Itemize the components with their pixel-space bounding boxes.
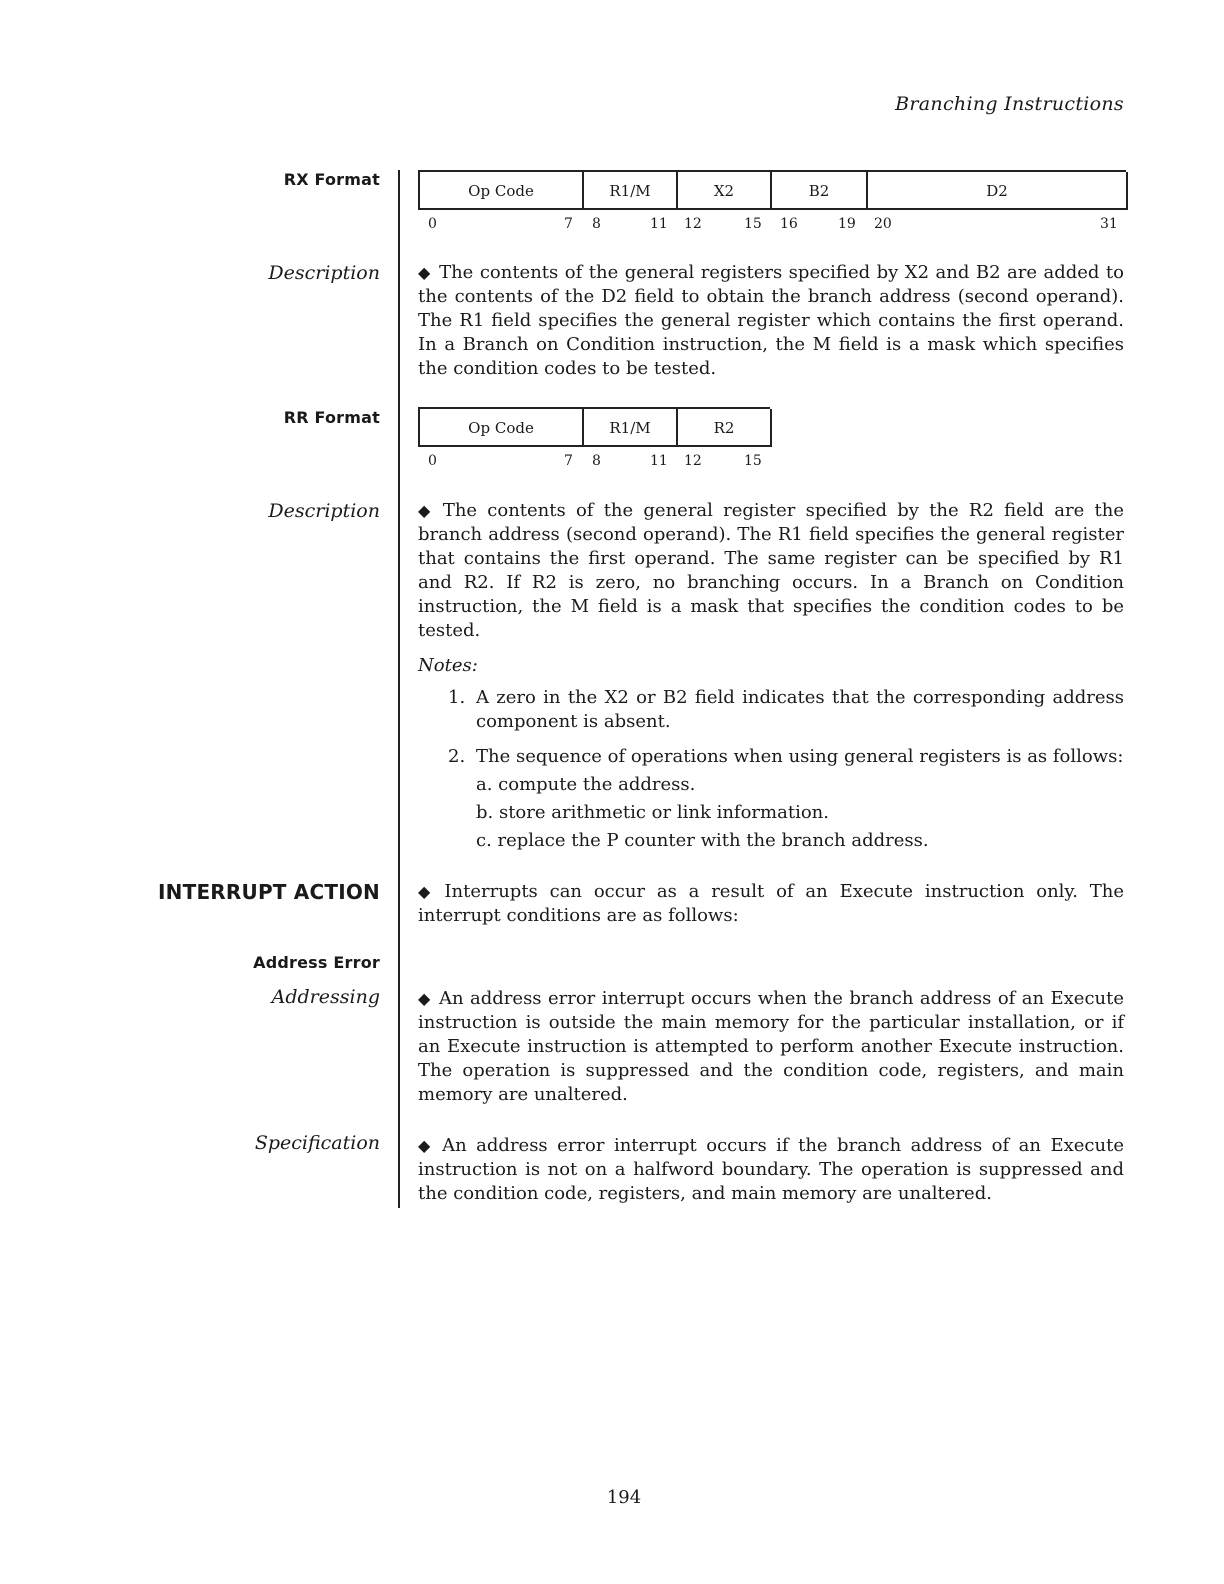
diamond-bullet-icon: ◆ <box>418 501 435 520</box>
addressing-label: Addressing <box>271 986 380 1008</box>
bit-label: 7 <box>564 216 573 232</box>
bit-label: 31 <box>1100 216 1118 232</box>
field-op-code: Op Code <box>420 172 584 210</box>
rx-description <box>418 261 1124 381</box>
bit-label: 8 <box>592 216 601 232</box>
diamond-bullet-icon: ◆ <box>418 1136 435 1155</box>
field-x2: X2 <box>678 172 772 210</box>
description-label: Description <box>268 500 380 522</box>
bit-label: 0 <box>428 216 437 232</box>
bit-label: 11 <box>650 216 668 232</box>
diamond-bullet-icon: ◆ <box>418 989 432 1008</box>
note-1-number: 1. <box>448 687 466 708</box>
diamond-bullet-icon: ◆ <box>418 882 437 901</box>
addressing-description <box>418 987 1124 1107</box>
rx-description-text: The contents of the general registers specified by X2 and B2 are added to the contents of the D2 field to obtain the branch address (second operand). The R1 field specifies the general register which contains the first operand. In a Branch on Condition instruction, the M field is a mask which specifies the condition codes to be tested. <box>418 262 1124 379</box>
note-2-item-b: b. store arithmetic or link information. <box>476 802 829 823</box>
rr-description-text: The contents of the general register specified by the R2 field are the branch address (second operand). The R1 field specifies the general register that contains the first operand. The same register can be specified by R1 and R2. If R2 is zero, no branching occurs. In a Branch on Condition instruction, the M field is a mask that specifies the condition codes to be tested. <box>418 500 1124 641</box>
field-r1-m: R1/M <box>584 409 678 447</box>
bit-label: 7 <box>564 453 573 469</box>
addressing-description-text: An address error interrupt occurs when the branch address of an Execute instruction is outside the main memory for the particular installation, or if an Execute instruction is attempted to perform another Execute instruction. The operation is suppressed and the condition code, registers, and main memory are unaltered. <box>418 988 1124 1105</box>
field-b2: B2 <box>772 172 868 210</box>
bit-label: 0 <box>428 453 437 469</box>
field-r1-m: R1/M <box>584 172 678 210</box>
bit-label: 12 <box>684 216 702 232</box>
bit-label: 16 <box>780 216 798 232</box>
rr-format-box <box>418 407 770 447</box>
note-2-item-a: a. compute the address. <box>476 774 696 795</box>
field-d2: D2 <box>868 172 1128 210</box>
interrupt-description <box>418 880 1124 928</box>
interrupt-description-text: Interrupts can occur as a result of an Execute instruction only. The interrupt conditions are as follows: <box>418 881 1124 926</box>
bit-label: 15 <box>744 453 762 469</box>
note-2-text: The sequence of operations when using general registers is as follows: <box>476 746 1124 767</box>
field-r2: R2 <box>678 409 772 447</box>
bit-label: 15 <box>744 216 762 232</box>
bit-label: 8 <box>592 453 601 469</box>
rx-format-box <box>418 170 1126 210</box>
margin-rule <box>398 170 400 1208</box>
rr-description <box>418 499 1124 643</box>
address-error-label: Address Error <box>253 953 380 972</box>
specification-description <box>418 1134 1124 1206</box>
rx-format-label: RX Format <box>283 170 380 189</box>
interrupt-action-heading: INTERRUPT ACTION <box>158 880 380 904</box>
rr-format-label: RR Format <box>283 408 380 427</box>
bit-label: 11 <box>650 453 668 469</box>
bit-label: 20 <box>874 216 892 232</box>
bit-label: 12 <box>684 453 702 469</box>
rx-format-diagram <box>418 170 1126 240</box>
description-label: Description <box>268 262 380 284</box>
note-2-item-c: c. replace the P counter with the branch address. <box>476 830 929 851</box>
diamond-bullet-icon: ◆ <box>418 263 432 282</box>
note-1-text: A zero in the X2 or B2 field indicates that the corresponding address component is absent. <box>476 687 1124 732</box>
notes-label: Notes: <box>418 655 478 676</box>
rr-format-diagram <box>418 407 770 477</box>
page-number: 194 <box>606 1487 642 1508</box>
field-op-code: Op Code <box>420 409 584 447</box>
specification-description-text: An address error interrupt occurs if the branch address of an Execute instruction is not on a halfword boundary. The operation is suppressed and the condition code, registers, and main memory are unaltered. <box>418 1135 1124 1204</box>
specification-label: Specification <box>254 1132 380 1154</box>
running-title: Branching Instructions <box>895 93 1124 115</box>
bit-label: 19 <box>838 216 856 232</box>
note-2-number: 2. <box>448 746 466 767</box>
